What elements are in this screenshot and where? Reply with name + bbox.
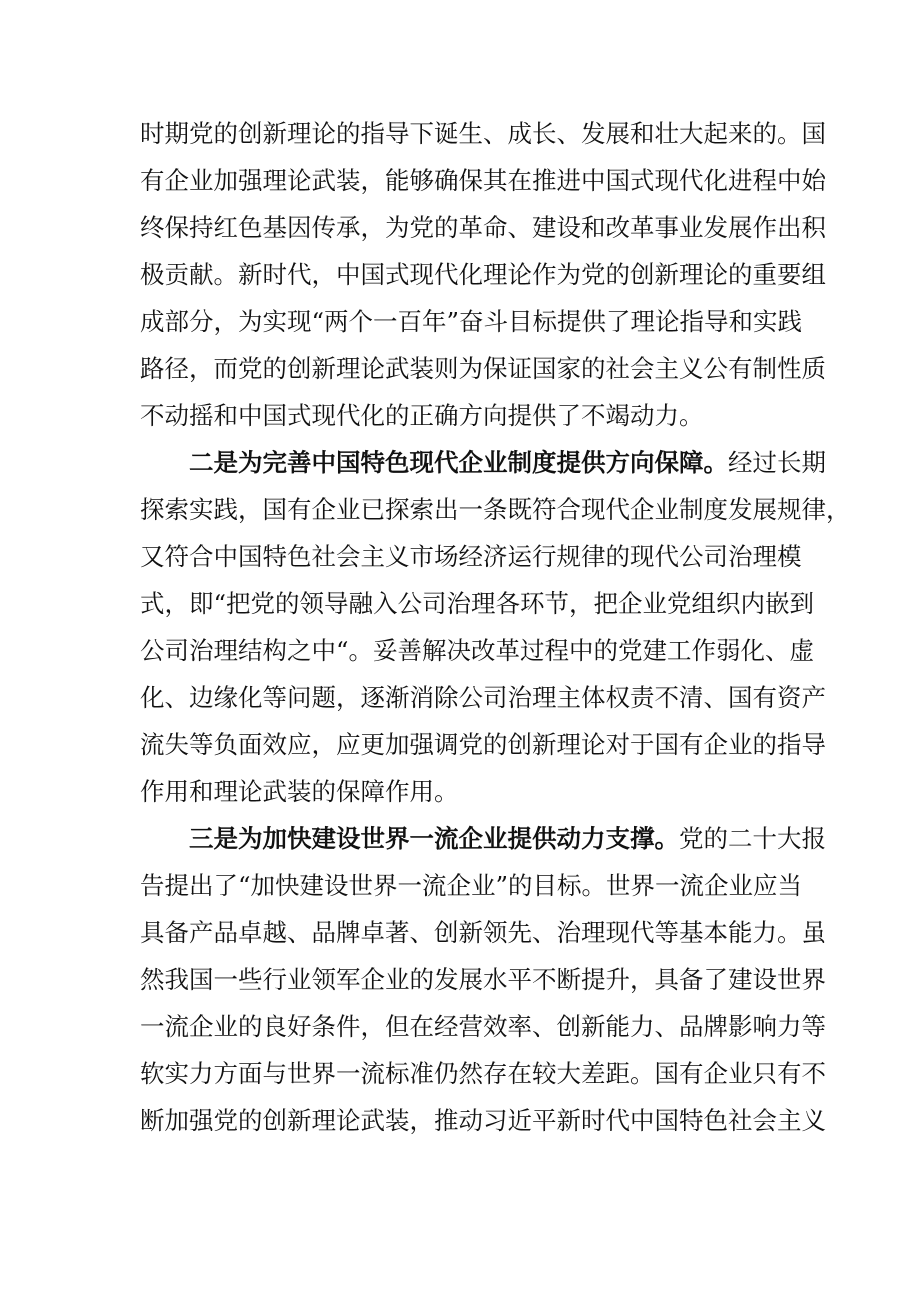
paragraph-first-line — [140, 439, 826, 486]
paragraph-first-line — [140, 815, 826, 862]
paragraph-line: 路径，而党的创新理论武装则为保证国家的社会主义公有制性质 — [140, 354, 826, 383]
paragraph-3 — [140, 815, 826, 1144]
paragraph-line: 化、边缘化等问题，逐渐消除公司治理主体权责不清、国有资产 — [140, 683, 826, 712]
paragraph-line: 一流企业的良好条件，但在经营效率、创新能力、品牌影响力等 — [140, 1012, 826, 1041]
paragraph-line-text: 经过长期 — [728, 448, 826, 477]
paragraph-2 — [140, 439, 851, 815]
paragraph-line: 终保持红色基因传承，为党的革命、建设和改革事业发展作出积 — [140, 213, 826, 242]
paragraph-line: 流失等负面效应，应更加强调党的创新理论对于国有企业的指导 — [140, 730, 826, 759]
paragraph-line: 成部分，为实现“两个一百年”奋斗目标提供了理论指导和实践 — [140, 307, 803, 336]
document-body — [140, 110, 851, 1144]
paragraph-line-text: 党的二十大报 — [679, 824, 826, 853]
paragraph-line: 时期党的创新理论的指导下诞生、成长、发展和壮大起来的。国 — [140, 119, 826, 148]
paragraph-line: 又符合中国特色社会主义市场经济运行规律的现代公司治理模 — [140, 542, 802, 571]
paragraph-line: 告提出了“加快建设世界一流企业”的目标。世界一流企业应当 — [140, 871, 803, 900]
paragraph-heading: 二是为完善中国特色现代企业制度提供方向保障。 — [189, 448, 728, 477]
paragraph-line: 软实力方面与世界一流标准仍然存在较大差距。国有企业只有不 — [140, 1059, 826, 1088]
paragraph-line: 作用和理论武装的保障作用。 — [140, 777, 459, 806]
paragraph-line: 不动摇和中国式现代化的正确方向提供了不竭动力。 — [140, 401, 704, 430]
paragraph-line: 探索实践，国有企业已探索出一条既符合现代企业制度发展规律， — [140, 495, 851, 524]
paragraph-line: 然我国一些行业领军企业的发展水平不断提升，具备了建设世界 — [140, 965, 826, 994]
paragraph-heading: 三是为加快建设世界一流企业提供动力支撑。 — [189, 824, 679, 853]
paragraph-line: 公司治理结构之中“。妥善解决改革过程中的党建工作弱化、虚 — [140, 636, 815, 665]
paragraph-line: 极贡献。新时代，中国式现代化理论作为党的创新理论的重要组 — [140, 260, 826, 289]
paragraph-line: 有企业加强理论武装，能够确保其在推进中国式现代化进程中始 — [140, 166, 826, 195]
paragraph-line: 断加强党的创新理论武装，推动习近平新时代中国特色社会主义 — [140, 1106, 826, 1135]
paragraph-line: 具备产品卓越、品牌卓著、创新领先、治理现代等基本能力。虽 — [140, 918, 826, 947]
paragraph-1 — [140, 110, 826, 439]
paragraph-line: 式，即“把党的领导融入公司治理各环节，把企业党组织内嵌到 — [140, 589, 815, 618]
